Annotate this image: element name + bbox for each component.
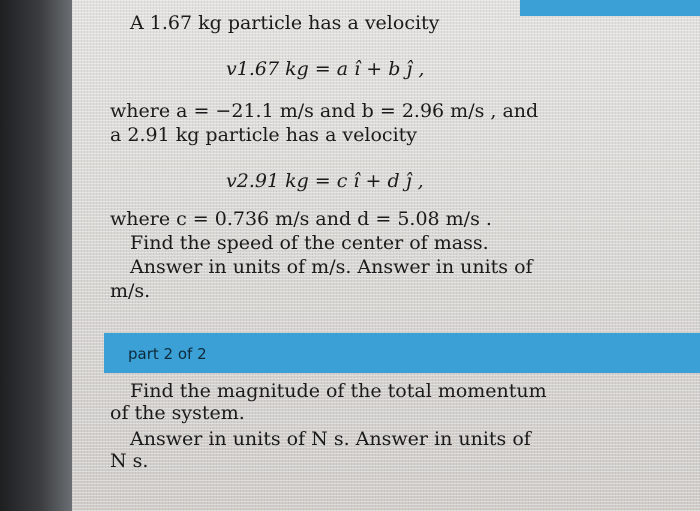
where-c-d: where c = 0.736 m/s and d = 5.08 m/s .: [110, 208, 492, 230]
question-speed: Find the speed of the center of mass.: [130, 232, 489, 254]
answer-units-2-line1: Answer in units of N s. Answer in units of: [130, 428, 531, 450]
answer-units-line2: m/s.: [110, 280, 151, 302]
answer-units-2-line2: N s.: [110, 450, 149, 472]
velocity-equation-2: v2.91 kg = c î + d ĵ ,: [226, 170, 424, 192]
answer-units-line1: Answer in units of m/s. Answer in units of: [130, 256, 533, 278]
question-momentum-line2: of the system.: [110, 402, 245, 424]
question-momentum-line1: Find the magnitude of the total momentum: [130, 380, 547, 402]
part-label: part 2 of 2: [128, 345, 207, 363]
intro-line: A 1.67 kg particle has a velocity: [130, 12, 440, 34]
velocity-equation-1: v1.67 kg = a î + b ĵ ,: [226, 58, 425, 80]
intro-line-2: a 2.91 kg particle has a velocity: [110, 124, 418, 146]
left-bezel: [0, 0, 72, 511]
where-a-b: where a = −21.1 m/s and b = 2.96 m/s , and: [110, 100, 539, 122]
top-accent-bar: [520, 0, 700, 16]
